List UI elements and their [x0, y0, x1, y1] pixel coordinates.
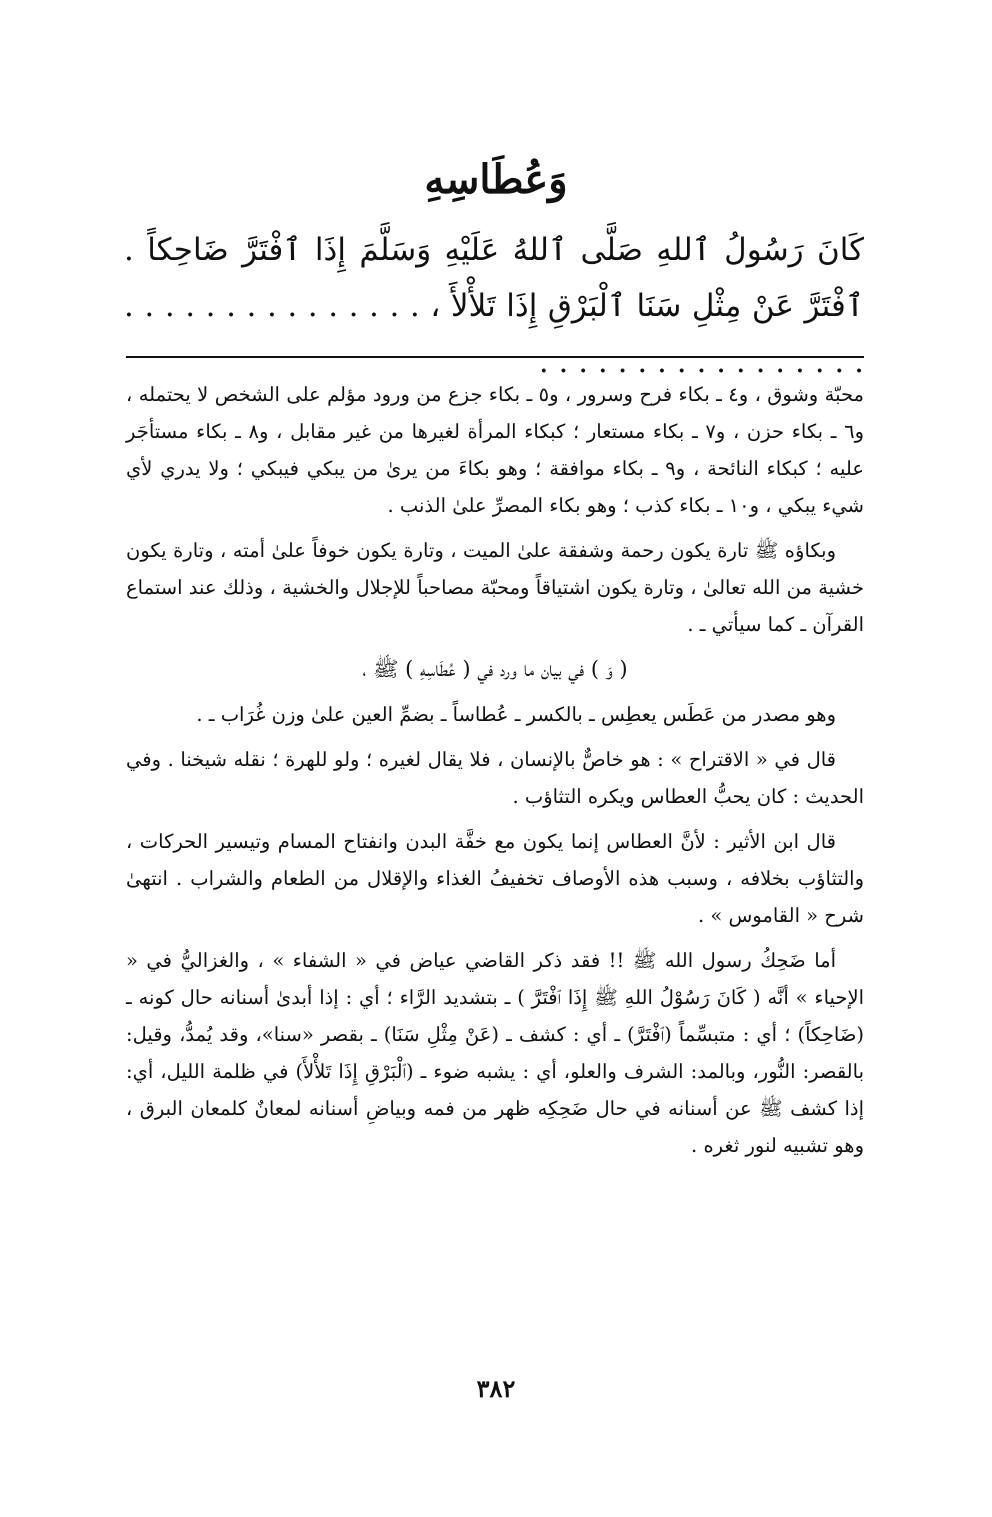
hadith-dots: . . . . . . . . . . . . . . . . . . . . . . . . . . . . . . . .: [124, 288, 864, 380]
chapter-heading: وَعُطَاسِهِ: [424, 156, 568, 203]
commentary-paragraph-5: قال ابن الأثير : لأنَّ العطاس إنما يكون مع خفَّة البدن وانفتاح المسام وتيسير الحركات ، والتثاؤب بخلافه ، وسبب هذه الأوصاف تخفيفُ الغذاء والإقلال من الطعام والشراب . انتهىٰ شرح « القاموس » .: [126, 830, 864, 927]
commentary-paragraph-1: محبّة وشوق ، و٤ ـ بكاء فرح وسرور ، و٥ ـ بكاء جزع من ورود مؤلم على الشخص لا يحتمله ، و٦ ـ بكاء حزن ، و٧ ـ بكاء مستعار ؛ كبكاء المرأة لغيرها من غير مقابل ، و٨ ـ بكاء مستأجَر عليه ؛ كبكاء النائحة ، و٩ ـ بكاء موافقة ؛ وهو بكاءَ من يرىٰ من يبكي فيبكي ؛ ولا يدري لأي شيء يبكي ، و١٠ ـ بكاء كذب ؛ وهو بكاء المصرِّ علىٰ الذنب .: [126, 383, 864, 517]
hadith-body: كَانَ رَسُولُ ٱللهِ صَلَّى ٱللهُ عَلَيْهِ وَسَلَّمَ إِذَا ٱفْتَرَّ ضَاحِكاً . ٱفْتَرَّ عَنْ مِثْلِ سَنَا ٱلْبَرْقِ إِذَا تَلأْلأَ ،: [124, 232, 865, 324]
commentary-paragraph-2: وبكاؤه ﷺ تارة يكون رحمة وشفقة علىٰ الميت ، وتارة يكون خوفاً علىٰ أمته ، وتارة يكون خشية من الله تعالىٰ ، وتارة يكون اشتياقاً ومحبّة مصاحباً للإجلال والخشية ، وذلك عند استماع القرآن ـ كما سيأتي ـ .: [126, 539, 864, 636]
commentary-paragraph-4: قال في « الاقتراح » : هو خاصٌّ بالإنسان ، فلا يقال لغيره ؛ ولو للهرة ؛ نقله شيخنا . وفي الحديث : كان يحبُّ العطاس ويكره التثاؤب .: [126, 748, 864, 808]
commentary-paragraph-6: أما ضَحِكُ رسول الله ﷺ !! فقد ذكر القاضي عياض في « الشفاء » ، والغزاليُّ في « الإحياء » أنَّه ( كَانَ رَسُوْلُ اللهِ ﷺ إِذَا ٱفْتَرَّ ) ـ بتشديد الرَّاء ؛ أي : إذا أبدىٰ أسنانه حال كونه ـ (ضَاحِكاً) ؛ أي : متبسِّماً (ٱفْتَرَّ) ـ أي : كشف ـ (عَنْ مِثْلِ سَنَا) ـ بقصر «سنا»، وقد يُمدُّ، وقيل: بالقصر: النُّور، وبالمد: الشرف والعلو، أي : يشبه ضوء ـ (ٱلْبَرْقِ إِذَا تَلأْلأَ) في ظلمة الليل، أي: إذا كشف ﷺ عن أسنانه في حال ضَحِكِه ظهر من فمه وبياضِ أسنانه لمعانٌ كلمعان البرق ، وهو تشبيه لنور ثغره .: [126, 949, 864, 1157]
page-number: ٣٨٢: [476, 1374, 516, 1403]
commentary-paragraph-3: وهو مصدر من عَطَس يعطِس ـ بالكسر ـ عُطاساً ـ بضمِّ العين علىٰ وزن غُرَاب ـ .: [196, 703, 836, 726]
commentary-block: [126, 376, 864, 1172]
footnote-separator: [126, 356, 864, 358]
hadith-text: [124, 222, 864, 390]
section-subtitle: ( وَ ) في بيان ما ورد في ( عُطَاسِهِ ) ﷺ ،: [362, 657, 628, 681]
